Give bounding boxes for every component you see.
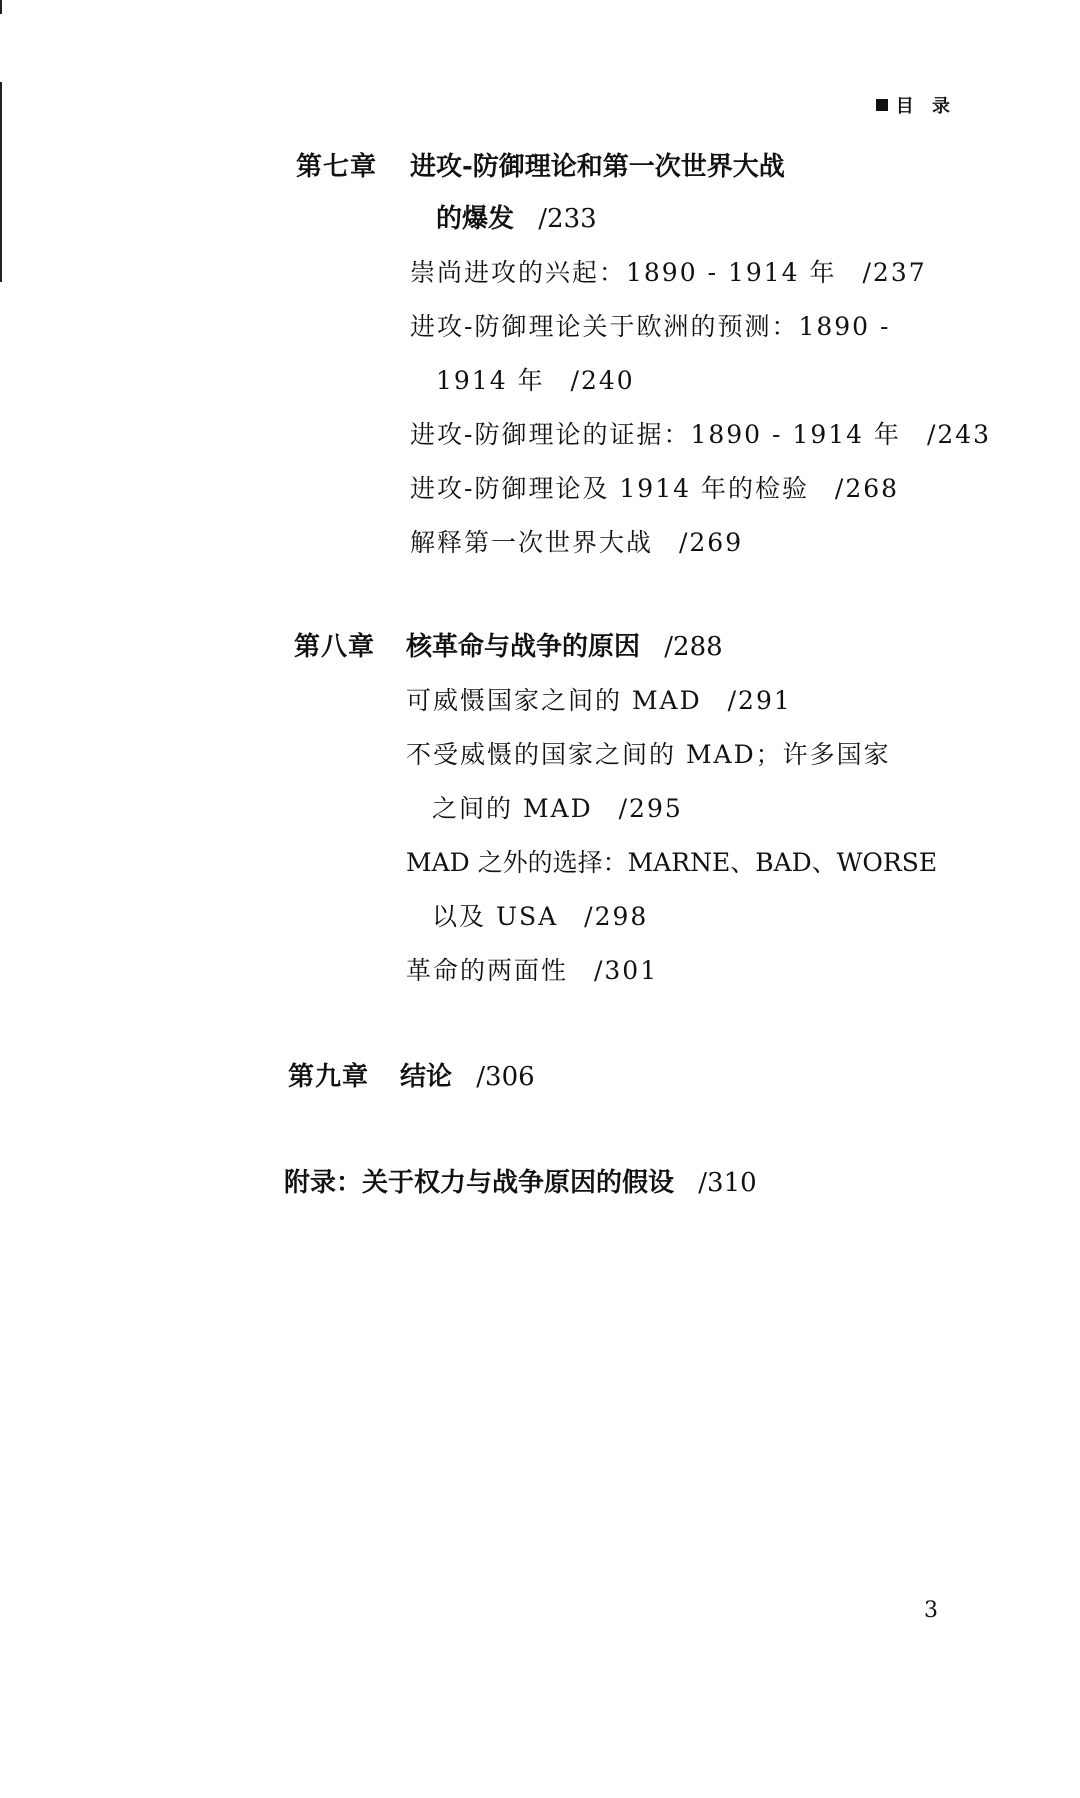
- appendix-title: 附录：关于权力与战争原因的假设: [284, 1168, 675, 1198]
- chapter-8-title-text: 核革命与战争的原因: [406, 632, 641, 662]
- toc-entry-page: /291: [727, 686, 792, 715]
- chapter-7-title-text-cont: 的爆发: [436, 204, 515, 234]
- toc-entry: [410, 420, 991, 450]
- scan-edge-mark-top: [0, 0, 2, 14]
- chapter-7-title-line2: [436, 204, 597, 234]
- toc-entry: [432, 794, 683, 824]
- toc-entry: [406, 848, 937, 878]
- toc-entry: [406, 740, 891, 770]
- toc-entry: [406, 956, 658, 986]
- running-header: [876, 92, 956, 118]
- chapter-8-page: /288: [664, 632, 723, 662]
- toc-entry: [410, 258, 927, 288]
- toc-entry-text: 崇尚进攻的兴起：1890 - 1914 年: [410, 258, 837, 287]
- toc-entry-page: /237: [862, 258, 927, 287]
- toc-entry-text: 革命的两面性: [406, 956, 569, 985]
- toc-entry-text: 进攻-防御理论关于欧洲的预测：1890 -: [410, 312, 891, 341]
- chapter-7-label: 第七章: [296, 152, 378, 182]
- toc-entry-page: /301: [593, 956, 659, 985]
- toc-entry-text: 1914 年: [436, 366, 545, 395]
- toc-entry-text: MAD 之外的选择：MARNE、BAD、WORSE: [406, 848, 938, 877]
- chapter-8-label: 第八章: [294, 632, 376, 662]
- toc-entry-page: /269: [678, 528, 744, 557]
- toc-entry-page: /240: [570, 366, 635, 395]
- chapter-8-title: [406, 632, 723, 662]
- chapter-9-title: [400, 1062, 535, 1092]
- appendix-entry: [284, 1168, 757, 1198]
- toc-entry: [436, 366, 635, 396]
- appendix-page: /310: [698, 1168, 757, 1198]
- toc-entry-page: /268: [834, 474, 900, 503]
- toc-entry-text: 以及 USA: [432, 902, 559, 931]
- toc-entry-text: 进攻-防御理论及 1914 年的检验: [410, 474, 809, 503]
- chapter-9-page: /306: [476, 1062, 535, 1092]
- scan-edge-mark-bottom: [0, 82, 2, 282]
- toc-entry-text: 可威慑国家之间的 MAD: [406, 686, 702, 715]
- chapter-9-label: 第九章: [288, 1062, 370, 1092]
- toc-entry-page: /298: [584, 902, 649, 931]
- toc-entry-text: 进攻-防御理论的证据：1890 - 1914 年: [410, 420, 901, 449]
- toc-entry-page: /243: [926, 420, 992, 449]
- header-square-icon: [876, 99, 888, 111]
- toc-entry-text: 解释第一次世界大战: [410, 528, 654, 557]
- toc-entry: [410, 312, 890, 342]
- chapter-7-page: /233: [538, 204, 597, 234]
- chapter-9-title-text: 结论: [400, 1062, 453, 1092]
- toc-entry: [432, 902, 648, 932]
- toc-entry-text: 之间的 MAD: [432, 794, 593, 823]
- chapter-7-title-line1: [410, 152, 785, 182]
- header-section-label: 目 录: [895, 96, 956, 117]
- toc-entry: [410, 474, 899, 504]
- chapter-7-title-text: 进攻-防御理论和第一次世界大战: [410, 152, 785, 182]
- toc-entry-page: /295: [618, 794, 683, 823]
- toc-entry: [406, 686, 792, 716]
- toc-entry: [410, 528, 743, 558]
- toc-entry-text: 不受威慑的国家之间的 MAD；许多国家: [406, 740, 891, 769]
- page-number: 3: [924, 1598, 938, 1623]
